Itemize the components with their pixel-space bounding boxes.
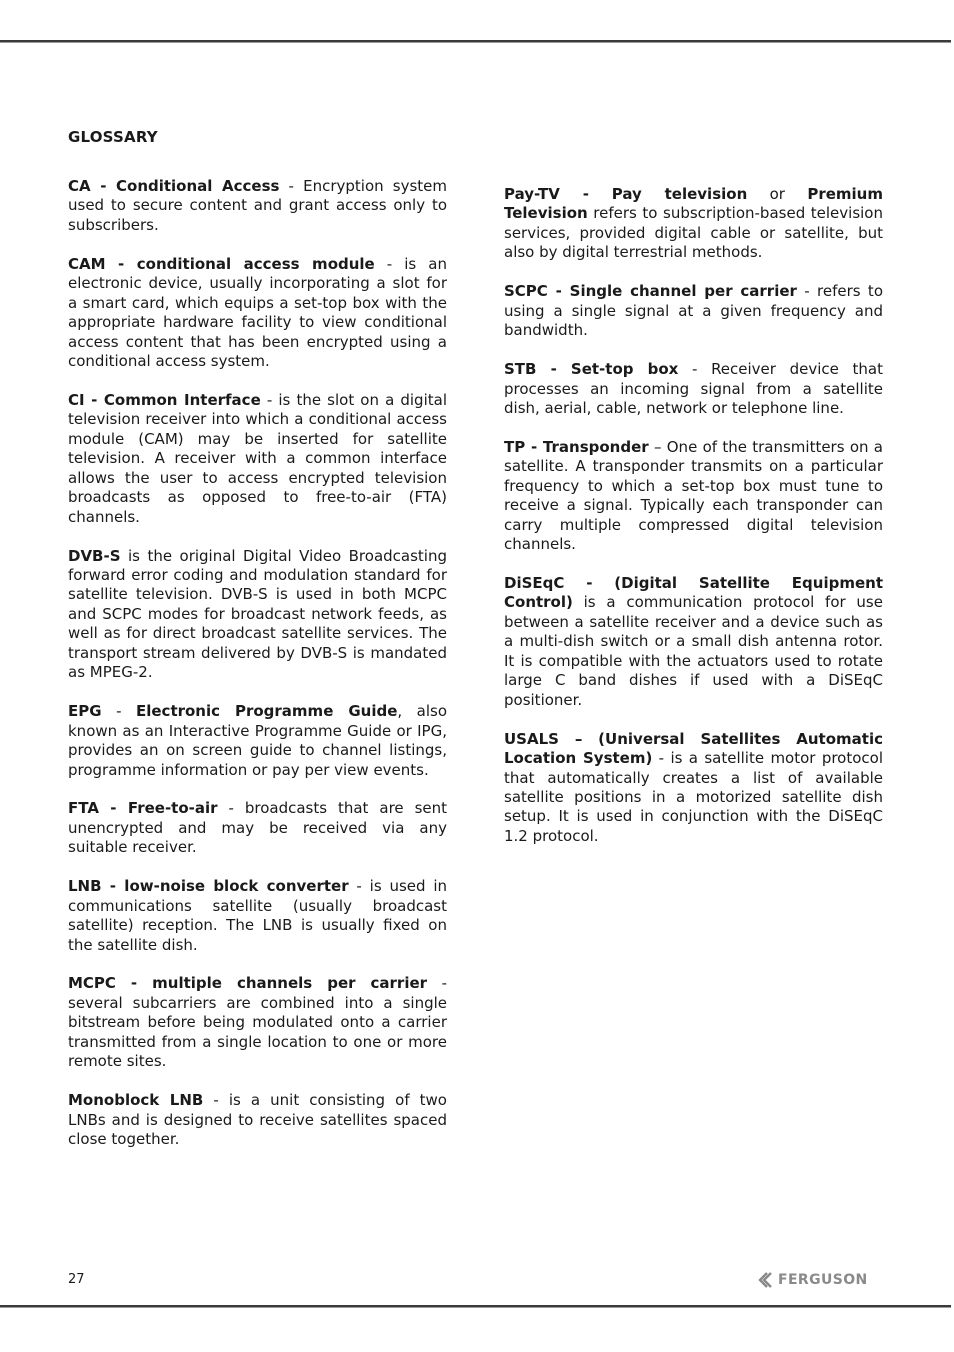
entry-description: is used in communications satellite (usually broadcast satellite) reception. The LNB is usually fixed on the satellite dish. bbox=[68, 877, 448, 954]
entry-term-secondary: Premium Television bbox=[504, 185, 883, 223]
entry-separator: - bbox=[217, 799, 245, 818]
glossary-right-column bbox=[504, 185, 883, 866]
glossary-entry bbox=[68, 391, 447, 527]
glossary-entry bbox=[504, 282, 883, 340]
entry-separator: - bbox=[101, 702, 136, 721]
glossary-entry bbox=[68, 255, 447, 372]
entry-term: Pay-TV - Pay television bbox=[504, 185, 748, 203]
entry-separator: - bbox=[279, 177, 304, 195]
entry-term: Monoblock LNB bbox=[68, 1091, 204, 1110]
glossary-entry bbox=[504, 438, 883, 555]
entry-separator bbox=[573, 593, 584, 611]
top-rule-shadow bbox=[0, 42, 951, 43]
entry-term: EPG bbox=[68, 702, 102, 721]
entry-description: broadcasts that are sent unencrypted and may be received via any suitable receiver. bbox=[68, 799, 448, 857]
entry-description: One of the transmitters on a satellite. A transponder transmits on a particular frequency to which a set-top box must tune to receive a signal. Typically each transponder can carry multiple compressed digital television channels. bbox=[504, 437, 883, 554]
entry-description: several subcarriers are combined into a single bitstream before being modulated onto a carrier transmitted from a single location to one or more remote sites. bbox=[68, 993, 447, 1071]
glossary-left-column bbox=[68, 177, 447, 1169]
entry-separator: - bbox=[203, 1091, 229, 1110]
entry-description: is a communication protocol for use between a satellite receiver and a device such as a multi-dish switch or a small dish antenna rotor. It is compatible with the actuators used to rotate large C band dishes if used with a DiSEqC positioner. bbox=[504, 593, 883, 709]
glossary-entry bbox=[504, 185, 883, 263]
entry-separator: - bbox=[374, 254, 405, 273]
entry-description: refers to using a single signal at a given frequency and bandwidth. bbox=[504, 282, 883, 340]
entry-description: is an electronic device, usually incorporating a slot for a smart card, which equips a set-top box with the appropriate hardware facility to view conditional access content that has been encrypted using a conditional access system. bbox=[68, 254, 448, 371]
entry-term: FTA - Free-to-air bbox=[68, 799, 218, 818]
entry-separator: – bbox=[648, 437, 667, 456]
glossary-entry bbox=[504, 730, 883, 847]
entry-term-secondary: Electronic Programme Guide bbox=[135, 702, 398, 721]
entry-separator: - bbox=[348, 877, 370, 896]
glossary-entry bbox=[68, 877, 447, 955]
entry-description: , also known as an Interactive Programme Guide or IPG, provides an on screen guide to channel listings, programme information or pay per view events. bbox=[68, 702, 447, 779]
entry-separator: - bbox=[678, 360, 712, 379]
entry-description: is the slot on a digital television receiver into which a conditional access module (CAM) may be inserted for satellite television. A receiver with a common interface allows the user to access encrypted television broadcasts as opposed to free-to-air (FTA) channels. bbox=[68, 390, 447, 526]
entry-separator: - bbox=[427, 974, 447, 993]
entry-term: CA - Conditional Access bbox=[68, 177, 280, 195]
entry-separator: - bbox=[652, 749, 671, 768]
entry-separator: - bbox=[796, 282, 818, 301]
entry-term: STB - Set-top box bbox=[504, 360, 679, 379]
entry-term: LNB - low-noise block converter bbox=[68, 877, 349, 896]
ferguson-logo-icon bbox=[758, 1272, 776, 1288]
entry-term: CAM - conditional access module bbox=[68, 254, 375, 273]
entry-separator: - bbox=[260, 390, 279, 409]
glossary-entry bbox=[68, 974, 447, 1071]
glossary-entry bbox=[68, 547, 447, 683]
glossary-entry bbox=[68, 177, 447, 235]
entry-description: Receiver device that processes an incoming signal from a satellite dish, aerial, cable, network or telephone line. bbox=[504, 360, 883, 417]
brand-name: FERGUSON bbox=[778, 1272, 868, 1288]
entry-description: Encryption system used to secure content and grant access only to subscribers. bbox=[68, 177, 447, 234]
glossary-entry bbox=[68, 799, 447, 857]
entry-description: is a unit consisting of two LNBs and is designed to receive satellites spaced close together. bbox=[68, 1091, 447, 1149]
entry-description: is the original Digital Video Broadcasting forward error coding and modulation standard for satellite television. DVB-S is used in both MCPC and SCPC modes for broadcast network feeds, as well as for direct broadcast satellite services. The transport stream delivered by DVB-S is mandated as MPEG-2. bbox=[68, 546, 447, 682]
entry-description: is a satellite motor protocol that automatically creates a list of available satellite positions in a motorized satellite dish setup. It is used in conjunction with the DiSEqC 1.2 protocol. bbox=[504, 749, 884, 845]
entry-description: refers to subscription-based television services, provided digital cable or satellite, but also by digital terrestrial methods. bbox=[504, 204, 883, 262]
entry-separator: or bbox=[747, 185, 808, 203]
glossary-entry bbox=[504, 574, 883, 710]
glossary-entry bbox=[68, 702, 447, 780]
entry-term: DVB-S bbox=[68, 546, 121, 565]
page-heading: GLOSSARY bbox=[68, 128, 158, 146]
brand-logo bbox=[758, 1272, 868, 1288]
entry-separator bbox=[121, 547, 128, 565]
entry-term: SCPC - Single channel per carrier bbox=[504, 282, 797, 301]
bottom-rule-shadow bbox=[0, 1307, 951, 1308]
entry-term: DiSEqC - (Digital Satellite Equipment Control) bbox=[504, 574, 883, 612]
entry-term: TP - Transponder bbox=[504, 437, 649, 456]
entry-term: CI - Common Interface bbox=[68, 390, 261, 409]
page-number: 27 bbox=[68, 1272, 85, 1287]
glossary-entry bbox=[504, 360, 883, 418]
glossary-entry bbox=[68, 1091, 447, 1149]
entry-term: USALS – (Universal Satellites Automatic Location System) bbox=[504, 729, 883, 768]
entry-term: MCPC - multiple channels per carrier bbox=[68, 974, 428, 993]
